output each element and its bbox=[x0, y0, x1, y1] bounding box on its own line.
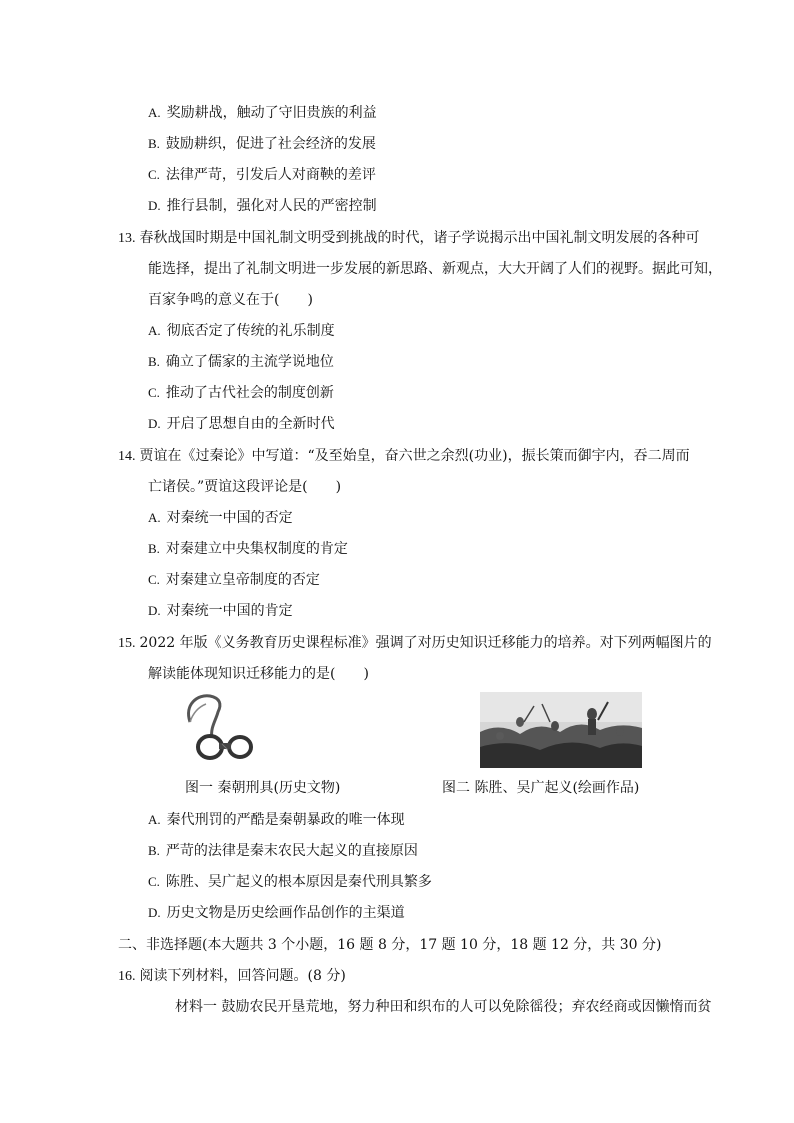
q13-stem-line-1: 13. 春秋战国时期是中国礼制文明受到挑战的时代，诸子学说揭示出中国礼制文明发展的各种可 bbox=[118, 230, 700, 246]
section-2-title: 二、非选择题(本大题共 3 个小题，16 题 8 分，17 题 10 分，18 题 12 分，共 30 分) bbox=[118, 937, 662, 953]
figure-2-caption: 图二 陈胜、吴广起义(绘画作品) bbox=[442, 780, 640, 796]
q14-stem-line-1: 14. 贾谊在《过秦论》中写道：“及至始皇，奋六世之余烈(功业)，振长策而御宇内，吞二周而 bbox=[118, 448, 690, 464]
q13-option-c: C. 推动了古代社会的制度创新 bbox=[148, 385, 334, 401]
q15-option-d: D. 历史文物是历史绘画作品创作的主渠道 bbox=[148, 905, 405, 921]
q14-stem-line-2: 亡诸侯。”贾谊这段评论是( ) bbox=[148, 479, 342, 495]
q16-stem: 16. 阅读下列材料，回答问题。(8 分) bbox=[118, 968, 346, 984]
q13-stem-line-2: 能选择，提出了礼制文明进一步发展的新思路、新观点，大大开阔了人们的视野。据此可知， bbox=[148, 261, 722, 277]
q12-option-a: A. 奖励耕战，触动了守旧贵族的利益 bbox=[148, 105, 377, 121]
q14-option-a: A. 对秦统一中国的否定 bbox=[148, 510, 293, 526]
q15-option-b: B. 严苛的法律是秦末农民大起义的直接原因 bbox=[148, 843, 418, 859]
q13-option-b: B. 确立了儒家的主流学说地位 bbox=[148, 354, 334, 370]
figure-2-uprising-painting bbox=[480, 692, 642, 768]
q14-option-b: B. 对秦建立中央集权制度的肯定 bbox=[148, 541, 348, 557]
q12-option-c: C. 法律严苛，引发后人对商鞅的差评 bbox=[148, 167, 376, 183]
q14-option-d: D. 对秦统一中国的肯定 bbox=[148, 603, 293, 619]
figure-1-shackles-image bbox=[176, 690, 266, 770]
q12-option-d: D. 推行县制，强化对人民的严密控制 bbox=[148, 198, 377, 214]
q13-option-a: A. 彻底否定了传统的礼乐制度 bbox=[148, 323, 335, 339]
q13-option-d: D. 开启了思想自由的全新时代 bbox=[148, 416, 335, 432]
q15-stem-line-1: 15. 2022 年版《义务教育历史课程标准》强调了对历史知识迁移能力的培养。对下列两幅图片的 bbox=[118, 635, 712, 651]
q14-option-c: C. 对秦建立皇帝制度的否定 bbox=[148, 572, 320, 588]
q13-stem-line-3: 百家争鸣的意义在于( ) bbox=[148, 292, 313, 308]
q15-option-c: C. 陈胜、吴广起义的根本原因是秦代刑具繁多 bbox=[148, 874, 432, 890]
q12-option-b: B. 鼓励耕织，促进了社会经济的发展 bbox=[148, 136, 376, 152]
q15-stem-line-2: 解读能体现知识迁移能力的是( ) bbox=[148, 666, 369, 682]
figure-1-caption: 图一 秦朝刑具(历史文物) bbox=[185, 780, 341, 796]
q16-material-1: 材料一 鼓励农民开垦荒地，努力种田和织布的人可以免除徭役；弃农经商或因懒惰而贫 bbox=[175, 999, 712, 1015]
q15-option-a: A. 秦代刑罚的严酷是秦朝暴政的唯一体现 bbox=[148, 812, 405, 828]
